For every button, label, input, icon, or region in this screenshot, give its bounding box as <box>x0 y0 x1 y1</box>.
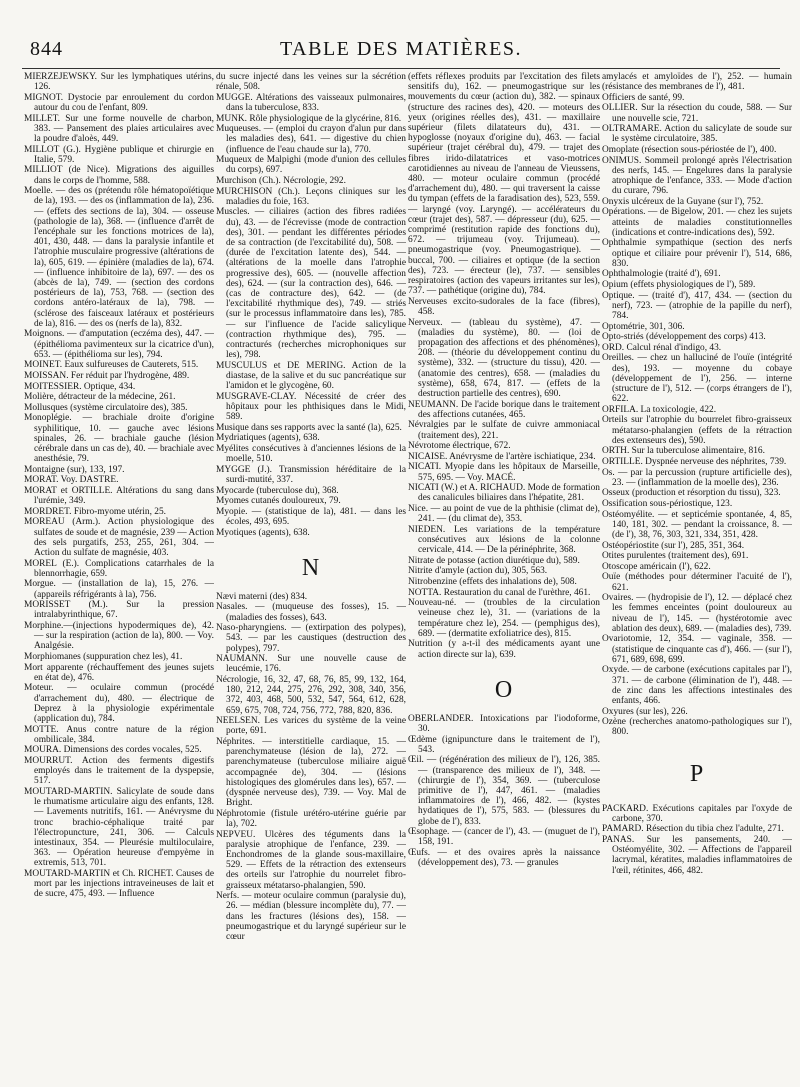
index-entry: ONIMUS. Sommeil prolongé après l'électrisation des nerfs, 145. — Engelures dans la paralysie atrophique de l'enfance, 333. — Mode d'action du curare, 796. <box>602 155 792 197</box>
index-entry: Myotiques (agents), 638. <box>216 527 310 538</box>
index-entry: Ozène (recherches anatomo-pathologiques sur l'), 800. <box>602 717 792 738</box>
index-entry: NAUMANN. Sur une nouvelle cause de leucémie, 176. <box>216 654 406 675</box>
index-entry: MURCHISON (Ch.). Leçons cliniques sur les maladies du foie, 163. <box>216 186 406 207</box>
index-entry: Omoplate (résection sous-périostée de l'), 400. <box>602 144 777 155</box>
index-entry: MUSGRAVE-CLAY. Nécessité de créer des hôpitaux pour les phthisiques dans le Midi, 589. <box>216 391 406 423</box>
index-entry: Nouveau-né. — (troubles de la circulation veineuse chez le), 31. — (variations de la température chez le), 254. — (pemphigus des), 689. — (dermatite exfoliatrice des), 815. <box>408 598 600 639</box>
index-entry: Névrotome électrique, 672. <box>408 441 511 452</box>
index-entry: Œsophage. — (cancer de l'), 43. — (muguet de l'), 158, 191. <box>408 827 600 848</box>
index-entry: OLTRAMARE. Action du salicylate de soude sur le système circulatoire, 385. <box>602 124 792 145</box>
page-header <box>22 34 780 69</box>
index-entry: Nævi materni (des) 834. <box>216 591 308 602</box>
index-entry: MIERZEJEWSKY. Sur les lymphatiques utérins, 126. <box>24 72 214 93</box>
index-columns <box>24 72 792 1077</box>
index-entry: MOINET. Eaux sulfureuses de Cauterets, 515. <box>24 360 199 371</box>
index-entry: NIEDEN. Les variations de la température consécutives aux lésions de la colonne cervicale, 414. — De la périnéphrite, 368. <box>408 524 600 556</box>
index-entry: Opérations. — de Bigelow, 201. — chez les sujets atteints de maladies constitutionnelles (indications et contre-indications des), 592. <box>602 207 792 238</box>
index-entry: Mydriatiques (agents), 638. <box>216 433 320 444</box>
index-column-4 <box>602 72 792 1077</box>
index-entry: MOURRUT. Action des ferments digestifs employés dans le traitement de la dyspepsie, 517. <box>24 755 214 787</box>
index-column-1 <box>24 72 214 1077</box>
index-entry: OBERLANDER. Intoxications par l'iodoforme, 30. <box>408 713 600 735</box>
index-entry: NOTTA. Restauration du canal de l'urèthre, 461. <box>408 587 591 598</box>
index-entry: Nerveux. — (tableau du système), 47. — (maladies du système), 80. — (loi de propagation des affections et des phénomènes), 208. — (théorie du développement continu du système), 332. — (structure du tissu), 420. — (anatomie des centres), 658. — (maladies du système), 658, 674, 817. — (effets de la destruction partielle des centres), 690. <box>408 317 600 400</box>
index-entry: Osseux (production et résorption du tissu), 323. <box>602 488 781 499</box>
index-entry: Muqueux de Malpighi (mode d'union des cellules du corps), 697. <box>216 155 406 176</box>
index-entry: Oxyures (sur les), 226. <box>602 706 688 717</box>
index-entry: Molière, détracteur de la médecine, 261. <box>24 392 176 403</box>
index-entry: (effets réflexes produits par l'excitation des filets sensitifs du), 162. — pneumogastrique sur les mouvements du cœur (action du), 382. — spinaux (structure des racines des), 420. — moteurs des yeux (origines réelles des), 431. — maxillaire supérieur (filets dilatateurs du), 431. — hypoglosse (noyaux d'origine du), 463. — facial supérieur (trajet cérébral du), 479. — trajet des fibres irido-dilatatrices et vaso-motrices carotidiennes au niveau de l'anneau de Vieussens, 480. — moteur oculaire commun (procédé d'arrachement du), 480. — qui traversent la caisse du tympan (effets de la faradisation des), 523, 559. — laryngé (voy. Laryngé). — accélérateurs du cœur (trajet des), 587. — dépresseur (du), 625. — comprimé (restitution rapide des fonctions du), 672. — trijumeau (voy. Trijumeau). — pneumogastrique (voy. Pneumogastrique). — buccal, 700. — ciliaires et optique (de la section des), 723. — érecteur (le), 737. — sensibles respiratoires (action des vapeurs irritantes sur les), 737. — pathétique (origine du), 784. <box>408 72 600 297</box>
index-entry: Monoplégie. — brachiale droite d'origine syphilitique, 10. — gauche avec lésions spinales, 26. — brachiale gauche (lésion cérébrale dans un cas de), 40. — brachiale avec anesthésie, 79. <box>24 413 214 465</box>
index-entry: Mort apparente (réchauffement des jeunes sujets en état de), 476. <box>24 662 214 683</box>
index-entry: Nutrition (y a-t-il des médicaments ayant une action directe sur la), 639. <box>408 639 600 660</box>
index-entry: Otoscope américain (l'), 622. <box>602 561 711 572</box>
index-entry: Nasales. — (muqueuse des fosses), 15. — (maladies des fosses), 643. <box>216 602 406 623</box>
page-number: 844 <box>30 38 63 60</box>
index-entry: Os. — par la percussion (rupture artificielle des), 23. — (inflammation de la moelle des), 236. <box>602 467 792 488</box>
index-entry: MOUTARD-MARTIN et Ch. RICHET. Causes de mort par les injections intraveineuses de lait et de sucre, 475, 493. — Influence <box>24 868 214 900</box>
index-entry: MOREAU (Arm.). Action physiologique des sulfates de soude et de magnésie, 239 — Action des sels purgatifs, 253, 255, 261, 304. — Action du sulfate de magnésie, 403. <box>24 517 214 558</box>
index-entry: MUGGE. Altérations des vaisseaux pulmonaires, dans la tuberculose, 833. <box>216 92 406 113</box>
index-entry: MILLOT (G.). Hygiène publique et chirurgie en Italie, 579. <box>24 144 214 165</box>
index-entry: MILLIOT (de Nice). Migrations des aiguilles dans le corps de l'homme, 588. <box>24 165 214 186</box>
index-entry: PANAS. Sur les pansements, 240. — Ostéomyélite, 302. — Affections de l'appareil lacrymal, kératites, maladies inflammatoires de l'œil, rétinites, 466, 482. <box>602 834 792 876</box>
index-entry: Ostéomyélite. — et septicémie spontanée, 4, 85, 140, 181, 302. — pendant la croissance, 8. — (de l'), 38, 76, 303, 321, 334, 351, 428. <box>602 509 792 540</box>
index-entry: Ossification sous-périostique, 123. <box>602 498 733 509</box>
index-entry: MUNK. Rôle physiologique de la glycérine, 816. <box>216 113 402 124</box>
index-entry: MUSCULUS et DE MERING. Action de la diastase, de la salive et du suc pancréatique sur l'amidon et le glycogène, 60. <box>216 360 406 392</box>
index-entry: ORFILA. La toxicologie, 422. <box>602 404 717 415</box>
index-entry: du sucre injecté dans les veines sur la sécrétion rénale, 508. <box>216 72 406 93</box>
index-entry: MORAT et ORTILLE. Altérations du sang dans l'urémie, 349. <box>24 485 214 507</box>
index-entry: MOISSAN. Fer réduit par l'hydrogène, 489. <box>24 371 190 382</box>
index-entry: MOURA. Dimensions des cordes vocales, 525. <box>24 745 202 756</box>
index-entry: MORDRET. Fibro-myome utérin, 25. <box>24 506 167 517</box>
index-entry: Nécrologie, 16, 32, 47, 68, 76, 85, 99, 132, 164, 180, 212, 244, 275, 276, 292, 308, 340, 356, 372, 403, 468, 500, 532, 547, 564, 612, 628, 659, 675, 708, 724, 756, 772, 788, 820, 836. <box>216 674 406 716</box>
index-entry: MOREL (E.). Complications catarrhales de la blennorrhagie, 659. <box>24 558 214 579</box>
index-entry: MILLET. Sur une forme nouvelle de charbon, 383. — Pansement des plaies articulaires avec la poudre d'aloès, 449. <box>24 113 214 144</box>
index-entry: Montaigne (sur), 133, 197. <box>24 464 125 475</box>
index-entry: Ovaires. — (hydropisie de l'), 12. — déplacé chez les femmes enceintes (point douloureux au niveau de l'), 145. — (hystérotomie avec ablation des deux), 689. — (maladies des), 739. <box>602 593 792 634</box>
index-entry: Morphiomanes (suppuration chez les), 41. <box>24 651 183 662</box>
index-entry: Myomes cutanés douloureux, 79. <box>216 496 341 507</box>
index-entry: Muqueuses. — (emploi du crayon d'alun pur dans les maladies des), 641. — digestive du chien (influence de l'eau chaude sur la), 770. <box>216 124 406 155</box>
index-entry: NEELSEN. Les varices du système de la veine porte, 691. <box>216 716 406 737</box>
index-entry: Optique. — (traité d'), 417, 434. — (section du nerf), 723. — (atrophie de la papille du nerf), 784. <box>602 290 792 321</box>
section-letter: N <box>301 554 321 581</box>
index-entry: Officiers de santé, 99. <box>602 92 685 103</box>
index-entry: Onyxis ulcéreux de la Guyane (sur l'), 752. <box>602 196 764 207</box>
index-entry: NICATI (W.) et A. RICHAUD. Mode de formation des canalicules biliaires dans l'hépatite, 281. <box>408 483 600 504</box>
index-entry: Nice. — au point de vue de la phthisie (climat de), 241. — (du climat de), 353. <box>408 504 600 525</box>
index-entry: Nitrite d'amyle (action du), 305, 563. <box>408 566 548 577</box>
index-entry: MOUTARD-MARTIN. Salicylate de soude dans le rhumatisme articulaire aigu des enfants, 128. — Lavements nutritifs, 161. — Anévrysme du tronc brachio-céphalique traité par l'électropuncture, 241, 306. — Calculs intestinaux, 354. — Pleurésie multiloculaire, 363. — Opération heureuse d'empyème in extremis, 513, 701. <box>24 786 214 869</box>
index-entry: Moignons. — d'amputation (eczéma des), 447. — (épithélioma pavimenteux sur la cicatrice d'un), 653. — (épithélioma sur les), 794. <box>24 329 214 360</box>
index-entry: Morgue. — (installation de la), 15, 276. — (appareils réfrigérants à la), 756. <box>24 579 214 600</box>
index-column-2 <box>216 72 406 1077</box>
index-entry: Ovariotomie, 12, 354. — vaginale, 358. — (statistique de cinquante cas d'), 466. — (sur l'), 671, 689, 698, 699. <box>602 634 792 665</box>
index-entry: Myélites consécutives à d'anciennes lésions de la moelle, 510. <box>216 444 406 465</box>
index-entry: Ophthalmie sympathique (section des nerfs optique et ciliaire pour prévenir l'), 514, 686, 830. <box>602 238 792 269</box>
index-entry: NICATI. Myopie dans les hôpitaux de Marseille, 575, 695. — Voy. MACÉ. <box>408 462 600 483</box>
index-entry: Œdème (ignipuncture dans le traitement de l'), 543. <box>408 734 600 755</box>
index-entry: MYGGE (J.). Transmission héréditaire de la surdi-mutité, 337. <box>216 464 406 485</box>
index-entry: Névralgies par le sulfate de cuivre ammoniacal (traitement des), 221. <box>408 420 600 441</box>
index-entry: Oreilles. — chez un halluciné de l'ouïe (intégrité des), 193. — moyenne du cobaye (développement de l'), 256. — interne (structure de l'), 512. — (corps étrangers de l'), 622. <box>602 353 792 405</box>
index-entry: Œil. — (régénération des milieux de l'), 126, 385. — (transparence des milieux de l'), 348. — (chirurgie de l'), 354, 369. — (tuberculose primitive de l'), 447, 461. — (maladies inflammatoires de l'), 466, 482. — (kystes hydatiques de l'), 575, 583. — (blessures du globe de l'), 833. <box>408 755 600 827</box>
index-entry: MOTTE. Anus contre nature de la région ombilicale, 384. <box>24 724 214 745</box>
index-entry: Nerfs. — moteur oculaire commun (paralysie du), 26. — médian (blessure incomplète du), 77. — dans les fractures (lésions des), 158. — pneumogastrique et du laryngé supérieur sur le cœur <box>216 891 406 942</box>
index-entry: Myocarde (tuberculose du), 368. <box>216 485 339 496</box>
index-entry: Nerveuses excito-sudorales de la face (fibres), 458. <box>408 296 600 318</box>
index-entry: Nitrate de potasse (action diurétique du), 589. <box>408 555 580 566</box>
index-entry: MORAT. Voy. DASTRE. <box>24 475 119 486</box>
index-entry: NEUMANN. De l'acide borique dans le traitement des affections cutanées, 465. <box>408 399 600 420</box>
index-entry: Naso-pharyngiens. — (extirpation des polypes), 543. — par les caustiques (destruction des polypes), 797. <box>216 623 406 654</box>
index-entry: NICAISE. Anévrysme de l'artère ischiatique, 234. <box>408 451 596 462</box>
index-entry: ORTILLE. Dyspnée nerveuse des néphrites, 739. <box>602 456 787 467</box>
index-entry: PAMARD. Résection du tibia chez l'adulte, 271. <box>602 824 784 835</box>
running-title: TABLE DES MATIÈRES. <box>280 38 522 60</box>
index-entry: Optométrie, 301, 306. <box>602 321 685 332</box>
index-entry: Murchison (Ch.). Nécrologie, 292. <box>216 175 346 186</box>
index-entry: amylacés et amyloïdes de l'), 252. — humain (résistance des membranes de l'), 481. <box>602 72 792 93</box>
index-column-3 <box>408 72 600 1077</box>
index-entry: Néphrites. — interstitielle cardiaque, 15. — parenchymateuse (lésion de la), 272. — parenchymateuse (tuberculose miliaire aiguë accompagnée de), 304. — (lésions histologiques des glomérules dans les), 657. — (dyspnée nerveuse des), 739. — Voy. Mal de Bright. <box>216 736 406 809</box>
index-entry: ORD. Calcul rénal d'indigo, 43. <box>602 342 722 353</box>
index-entry: MIGNOT. Dystocie par enroulement du cordon autour du cou de l'enfant, 809. <box>24 92 214 113</box>
index-entry: Oxyde. — de carbone (exécutions capitales par l'), 371. — de carbone (élimination de l'), 448. — de zinc dans les affections intestinales des enfants, 466. <box>602 665 792 706</box>
index-entry: NEPVEU. Ulcères des téguments dans la paralysie atrophique de l'enfance, 239. — Enchondromes de la glande sous-maxillaire, 529. — Effets de la rétraction des extenseurs des orteils sur l'atrophie du nourrelet fibro-graisseux métatarso-phalangien, 590. <box>216 829 406 891</box>
index-entry: Œufs. — et des ovaires après la naissance (développement des), 73. — granules <box>408 848 600 869</box>
index-entry: Myopie. — (statistique de la), 481. — dans les écoles, 493, 695. <box>216 506 406 527</box>
index-entry: OLLIER. Sur la résection du coude, 588. — Sur une nouvelle scie, 721. <box>602 103 792 124</box>
index-entry: Otites purulentes (traitement des), 691. <box>602 551 749 562</box>
index-entry: Morphine.—(injections hypodermiques de), 42. — sur la respiration (action de la), 800. — Voy. Analgésie. <box>24 620 214 652</box>
index-entry: Musique dans ses rapports avec la santé (la), 625. <box>216 422 402 433</box>
index-entry: Ostéopériostite (sur l'), 285, 351, 364. <box>602 540 745 551</box>
index-entry: Ouïe (méthodes pour déterminer l'acuité de l'), 621. <box>602 572 792 593</box>
index-entry: Mollusques (système circulatoire des), 385. <box>24 402 188 413</box>
section-letter: O <box>494 676 514 703</box>
index-entry: Muscles. — ciliaires (action des fibres radiées du), 43. — de l'écrevisse (mode de contraction des), 301. — pendant les différentes périodes de sa contraction (de l'excitabilité du), 508. — (durée de l'excitation latente des), 544. — (altérations de la moelle dans l'atrophie progressive des), 605. — (nouvelle affection des), 624. — (sur la contraction des), 646. — (cas de contracture des), 642. — (de l'excitabilité rhythmique des), 749. — striés (sur le processus inflammatoire dans les), 785. — sur l'influence de l'acide salicylique (contraction rhythmique des), 795. — contracturés (recherches microphoniques sur les), 798. <box>216 207 406 361</box>
section-letter: P <box>689 760 705 787</box>
index-entry: Moelle. — des os (prétendu rôle hématopoïétique de la), 193. — des os (inflammation de la), 236. — (effets des sections de la), 304. — osseuse (pathologie de la), 368. — (influence d'arrêt de l'encéphale sur les fonctions motrices de la), 401, 430, 448. — dans la paralysie infantile et l'atrophie musculaire progressive (altérations de la), 605, 619. — épinière (maladies de la), 674. — (influence inhibitoire de la), 697. — des os (abcès de la), 749. — (section des cordons postérieurs de la), 753, 768. — (section des cordons antéro-latéraux de la), 798. — (sclérose des faisceaux latéraux et postérieurs de la), 816. — des os (nerfs de la), 832. <box>24 186 214 329</box>
index-entry: Orteils sur l'atrophie du bourrelet fibro-graisseux métatarso-phalangien (effets de la rétraction des extenseurs des), 590. <box>602 415 792 446</box>
index-entry: Néphrotomie (fistule urétéro-utérine guérie par la), 702. <box>216 808 406 829</box>
index-entry: Ophthalmologie (traité d'), 691. <box>602 269 721 280</box>
index-entry: MOITESSIER. Optique, 434. <box>24 381 136 392</box>
index-entry: PACKARD. Exécutions capitales par l'oxyde de carbone, 370. <box>602 803 792 824</box>
index-entry: Nitrobenzine (effets des inhalations de), 508. <box>408 577 577 588</box>
index-entry: ORTH. Sur la tuberculose alimentaire, 816. <box>602 446 765 457</box>
index-entry: Opium (effets physiologiques de l'), 589. <box>602 279 756 290</box>
index-entry: Opto-striés (développement des corps) 413. <box>602 332 766 343</box>
index-entry: MORISSET (M.). Sur la pression intralabyrinthique, 67. <box>24 600 214 621</box>
index-entry: Moteur. — oculaire commun (procédé d'arrachement du), 480. — électrique de Deprez à la physiologie expérimentale (application du), 784. <box>24 683 214 724</box>
